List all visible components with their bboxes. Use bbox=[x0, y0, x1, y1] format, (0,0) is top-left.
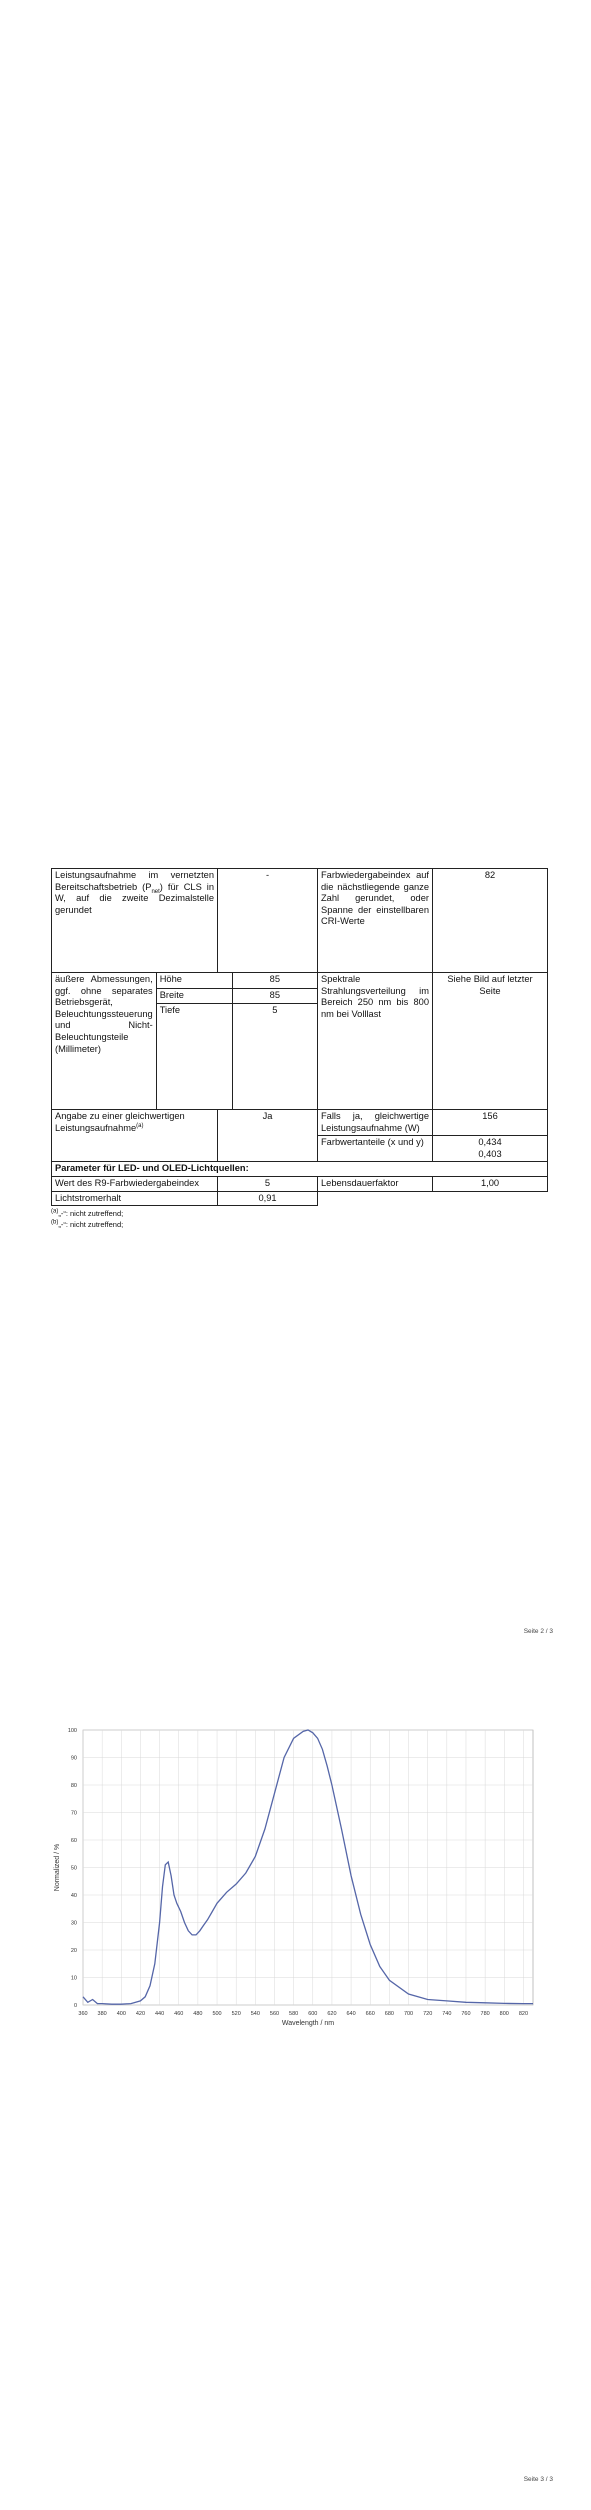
y-tick-label: 80 bbox=[70, 1783, 77, 1789]
spectral-distribution-chart bbox=[49, 1720, 545, 2040]
x-tick-label: 700 bbox=[403, 2011, 414, 2017]
x-axis-label: Wavelength / nm bbox=[281, 2020, 335, 2027]
param-value: Siehe Bild auf letzter Seite bbox=[433, 973, 548, 1110]
param-label: Lebensdauerfaktor bbox=[318, 1176, 433, 1191]
param-value: 82 bbox=[433, 869, 548, 973]
param-label: Wert des R9-Farbwiedergabeindex bbox=[52, 1176, 218, 1191]
y-tick-label: 50 bbox=[70, 1865, 77, 1872]
x-tick-label: 380 bbox=[97, 2011, 107, 2017]
footnote-text: „-“: nicht zutreffend; bbox=[58, 1209, 124, 1219]
equiv-label-text: Angabe zu einer gleichwertigen Leistungsaufnahme bbox=[55, 1111, 185, 1133]
chroma-x: 0,434 bbox=[478, 1137, 502, 1148]
y-axis-label: Normalized / % bbox=[54, 1843, 61, 1892]
param-label bbox=[52, 869, 218, 973]
footnote: $^{(b)}$„-“: nicht zutreffend; bbox=[51, 1219, 124, 1230]
x-tick-label: 400 bbox=[116, 2011, 126, 2017]
param-value: 0,91 bbox=[218, 1191, 318, 1206]
param-label: Spektrale Strahlungsverteilung im Bereich 250 nm bis 800 nm bei Volllast bbox=[318, 973, 433, 1110]
footnotes bbox=[51, 1208, 547, 1230]
y-tick-label: 70 bbox=[70, 1810, 77, 1817]
y-tick-label: 60 bbox=[70, 1838, 77, 1844]
net-standby-label-text: Leistungsaufnahme im vernetzten Bereitschaftsbetrieb $(P_{net})$ für CLS in W, auf die zweite Dezimalstelle gerundet bbox=[55, 870, 215, 915]
param-label: Lichtstromerhalt bbox=[52, 1191, 218, 1206]
x-tick-label: 740 bbox=[442, 2011, 452, 2017]
datasheet-table-page-2 bbox=[51, 868, 548, 1206]
x-tick-label: 640 bbox=[346, 2011, 356, 2017]
x-tick-label: 780 bbox=[480, 2011, 490, 2017]
x-tick-label: 480 bbox=[193, 2011, 203, 2017]
y-tick-label: 10 bbox=[70, 1975, 77, 1982]
param-value: Ja bbox=[218, 1110, 318, 1162]
y-tick-label: 90 bbox=[70, 1755, 77, 1762]
param-label: Farbwertanteile (x und y) bbox=[318, 1136, 433, 1162]
x-tick-label: 600 bbox=[308, 2011, 318, 2017]
datasheet-box-2 bbox=[51, 868, 547, 1230]
param-row bbox=[52, 869, 548, 973]
led-params-title: Parameter für LED- und OLED-Lichtquellen: bbox=[52, 1162, 548, 1177]
page-number: Seite 2 / 3 bbox=[523, 1628, 553, 1635]
footnote-text: „-“: nicht zutreffend; bbox=[58, 1220, 124, 1230]
param-row bbox=[52, 973, 548, 1110]
param-label: Angabe zu einer gleichwertigen Leistungsaufnahme$^{(a)}$ bbox=[52, 1110, 218, 1162]
dimension-value: 5 bbox=[232, 1003, 317, 1109]
x-tick-label: 820 bbox=[518, 2011, 529, 2017]
chroma-y: 0,403 bbox=[478, 1148, 502, 1159]
param-value: 1,00 bbox=[433, 1176, 548, 1191]
x-tick-label: 540 bbox=[250, 2011, 260, 2017]
led-title-row bbox=[52, 1162, 548, 1177]
param-label: Falls ja, gleichwertige Leistungsaufnahme (W) bbox=[318, 1110, 433, 1136]
x-tick-label: 460 bbox=[174, 2011, 184, 2017]
footnote: $^{(a)}$„-“: nicht zutreffend; bbox=[51, 1208, 124, 1219]
param-value: 156 bbox=[433, 1110, 548, 1136]
param-row bbox=[52, 1176, 548, 1191]
x-tick-label: 620 bbox=[327, 2011, 337, 2017]
x-tick-label: 800 bbox=[499, 2011, 509, 2017]
dimensions-label: äußere Abmessungen, ggf. ohne separates Betriebsgerät, Beleuchtungssteuerung und Nicht-Beleuchtungsteile (Millimeter) bbox=[52, 973, 156, 1109]
x-tick-label: 660 bbox=[365, 2011, 375, 2017]
dimension-value: 85 bbox=[232, 988, 317, 1003]
x-tick-label: 580 bbox=[289, 2011, 299, 2017]
y-tick-label: 20 bbox=[70, 1948, 77, 1954]
dimension-name: Höhe bbox=[156, 973, 232, 988]
dimension-name: Breite bbox=[156, 988, 232, 1003]
y-tick-label: 0 bbox=[73, 2003, 77, 2009]
x-tick-label: 560 bbox=[269, 2011, 280, 2017]
param-label: Farbwiedergabeindex auf die nächstliegende ganze Zahl gerundet, oder Spanne der einstellbaren CRI-Werte bbox=[318, 869, 433, 973]
x-tick-label: 760 bbox=[461, 2011, 471, 2017]
x-tick-label: 420 bbox=[135, 2011, 146, 2017]
y-tick-label: 40 bbox=[70, 1893, 77, 1899]
param-row bbox=[52, 1110, 548, 1136]
x-tick-label: 500 bbox=[212, 2011, 222, 2017]
param-row bbox=[52, 1191, 548, 1206]
dimension-name: Tiefe bbox=[156, 1003, 232, 1109]
param-value bbox=[433, 1136, 548, 1162]
x-tick-label: 440 bbox=[155, 2011, 165, 2017]
y-tick-label: 30 bbox=[70, 1920, 77, 1927]
x-tick-label: 360 bbox=[78, 2011, 88, 2017]
param-value: 5 bbox=[218, 1176, 318, 1191]
x-tick-label: 520 bbox=[231, 2011, 241, 2017]
x-tick-label: 680 bbox=[384, 2011, 394, 2017]
dimensions-table bbox=[52, 973, 317, 1109]
dimension-value: 85 bbox=[232, 973, 317, 988]
x-tick-label: 720 bbox=[423, 2011, 433, 2017]
chart-grid bbox=[83, 1730, 533, 2005]
y-tick-label: 100 bbox=[67, 1728, 77, 1734]
page-number: Seite 3 / 3 bbox=[523, 2476, 553, 2483]
param-value: - bbox=[218, 869, 318, 973]
